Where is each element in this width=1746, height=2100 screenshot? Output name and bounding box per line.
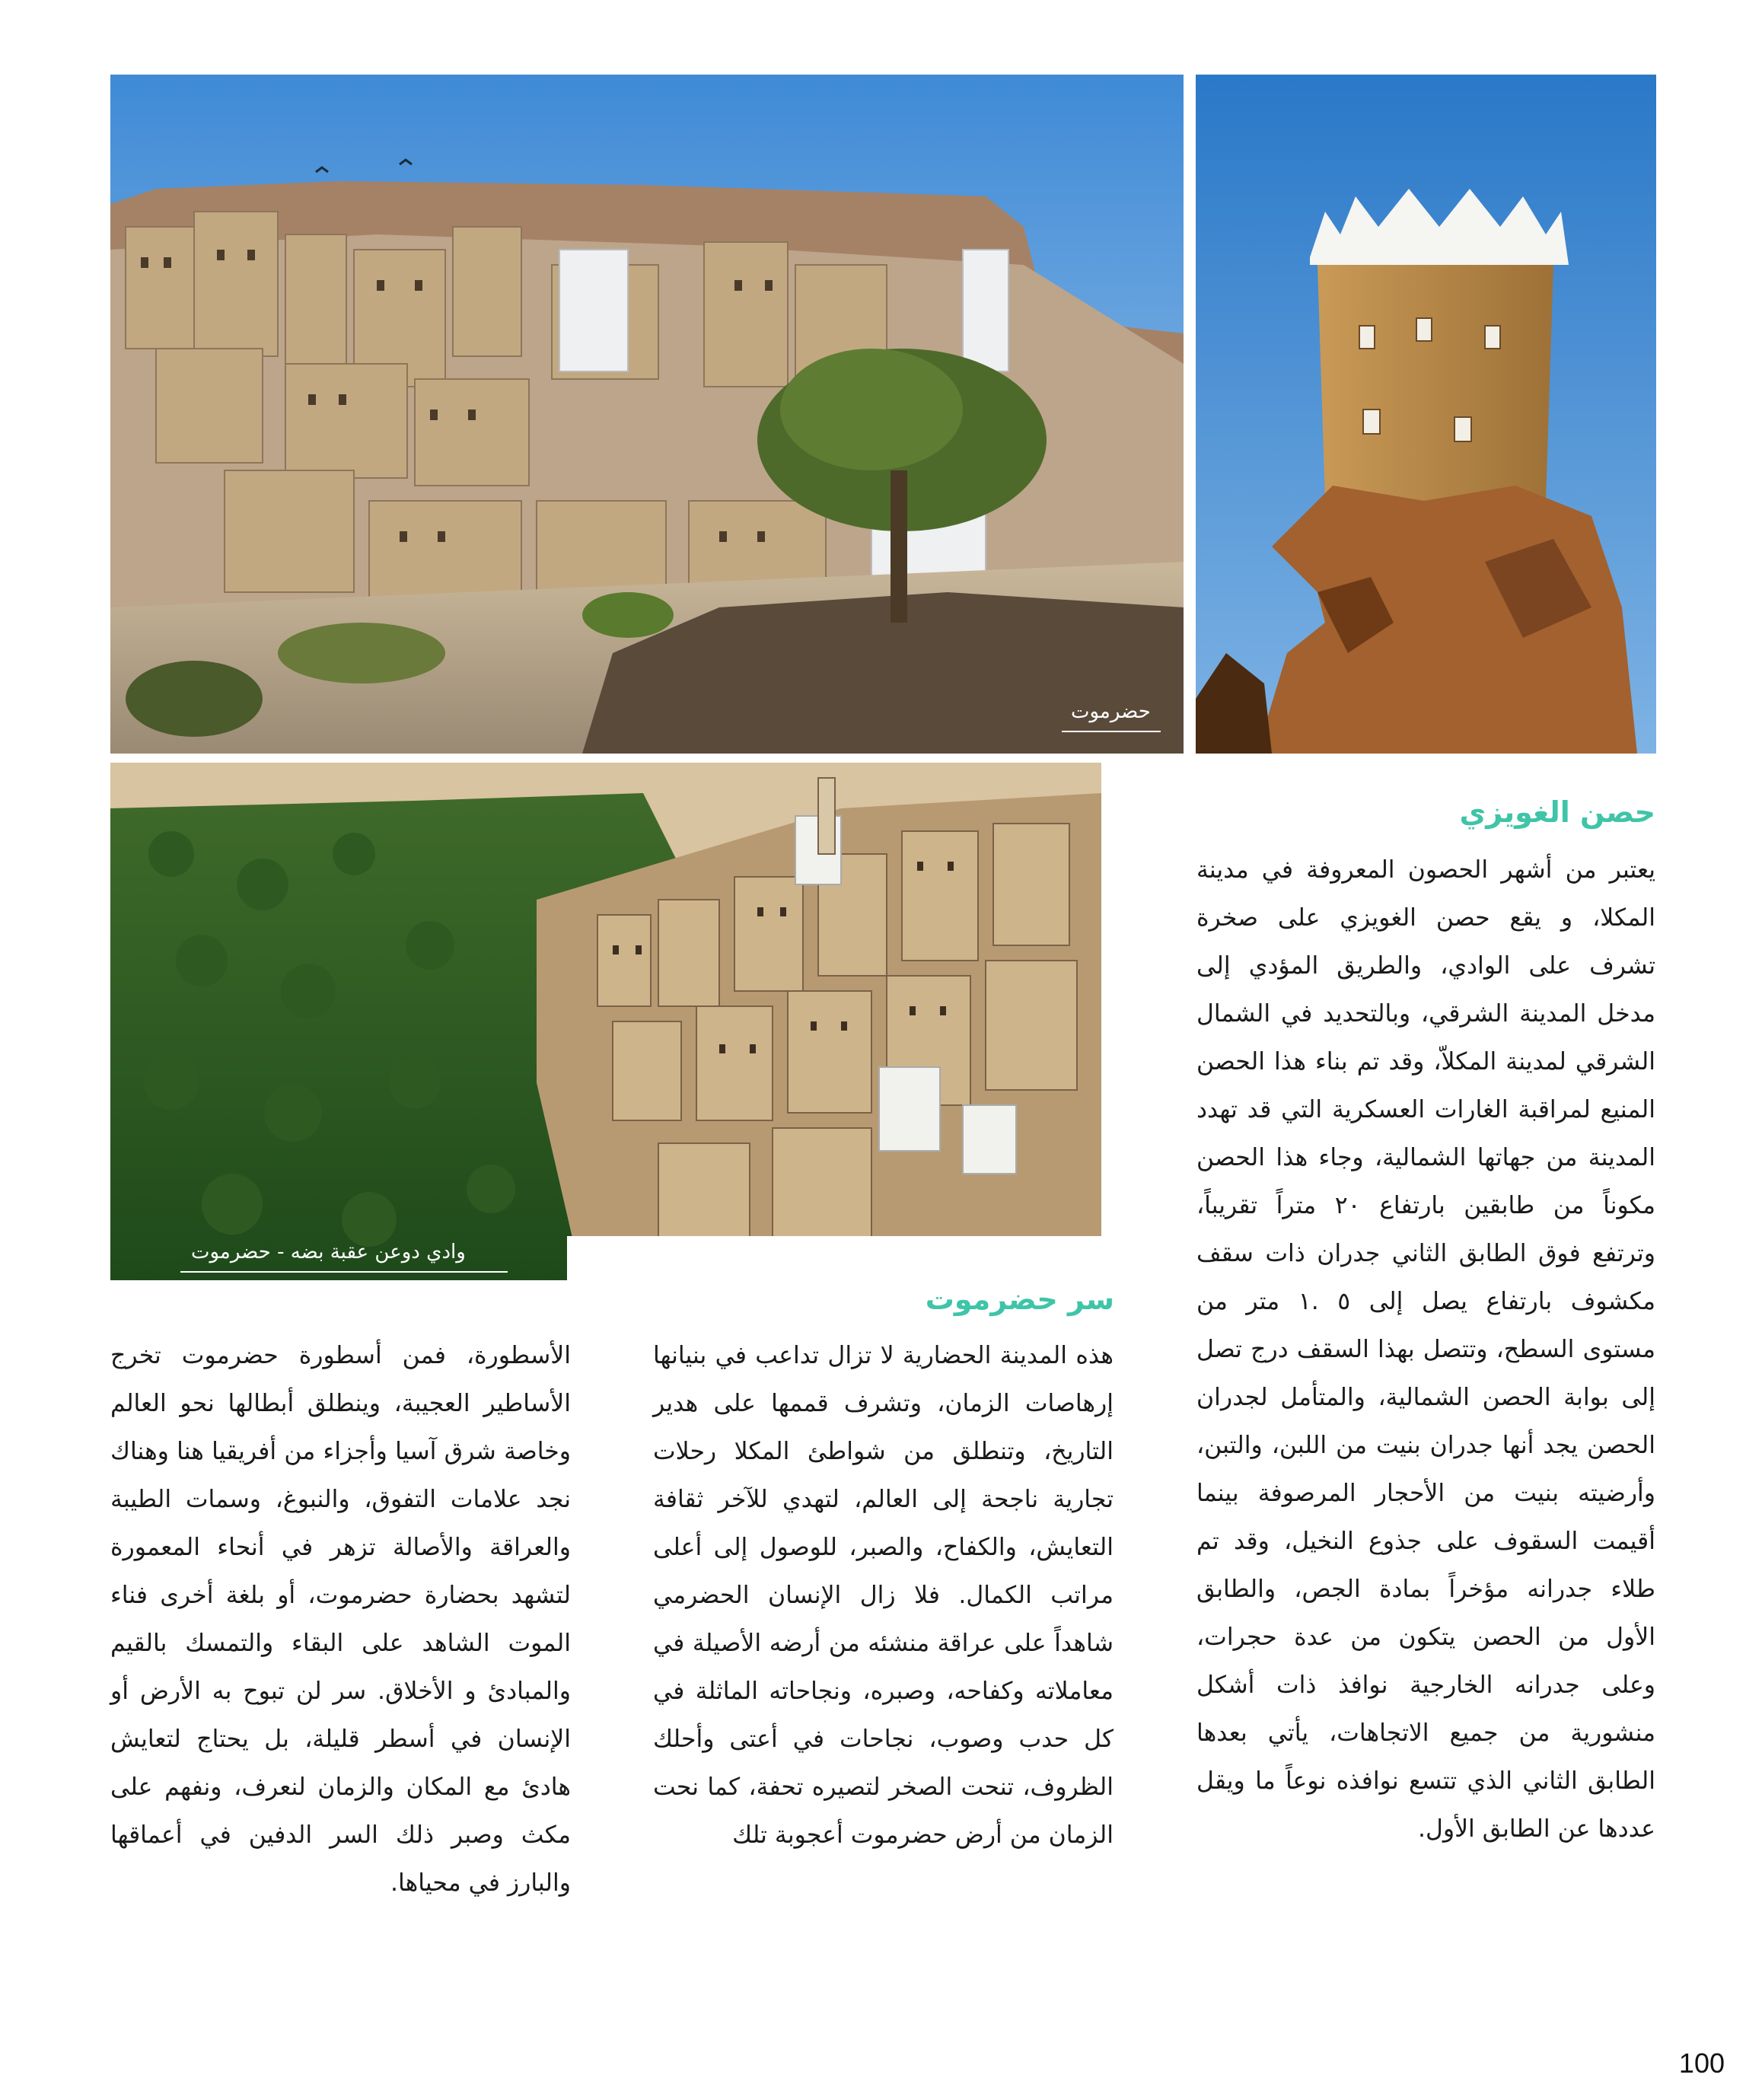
hadramout-photo-caption: حضرموت [1071,700,1151,723]
caption-underline [1062,731,1161,732]
ghuwaizi-fort-body: يعتبر من أشهر الحصون المعروفة في مدينة المكلا، و يقع حصن الغويزي على صخرة تشرف على الوادي، والطريق المؤدي إلى مدخل المدينة الشرقي، وبالتحديد في الشمال الشرقي لمدينة المكلاّ، وقد تم بناء هذا الحصن المنيع لمراقبة الغارات العسكرية التي قد تهدد المدينة من جهاتها الشمالية، وجاء هذا الحصن مكوناً من طابقين بارتفاع ٢٠ متراً تقريباً، وترتفع فوق الطابق الثاني جدران ذات سقف مكشوف بارتفاع يصل إلى ٥ .١ متر من مستوى السطح، وتتصل بهذا السقف درج تصل إلى بوابة الحصن الشمالية، والمتأمل لجدران الحصن يجد أنها جدران بنيت من اللبن، والتبن، وأرضيته بنيت من الأحجار المرصوفة بينما أقيمت السقوف على جذوع النخيل، وقد تم طلاء جدرانه مؤخراً بمادة الجص، والطابق الأول من الحصن يتكون من عدة حجرات، وعلى جدرانه الخارجية نوافذ ذات أشكل منشورية من جميع الاتجاهات، يأتي بعدها الطابق الثاني الذي تتسع نوافذه نوعاً ما ويقل عددها عن الطابق الأول. [1196,856,1656,1843]
secret-of-hadramout-body-col1: هذه المدينة الحضارية لا تزال تداعب في بنيانها إرهاصات الزمان، وتشرف قممها على هدير التاريخ، وتنطلق من شواطئ المكلا رحلات تجارية ناجحة إلى العالم، لتهدي للآخر ثقافة التعايش، والكفاح، والصبر، للوصول إلى أعلى مراتب الكمال. فلا زال الإنسان الحضرمي شاهداً على عراقة منشئه من أرضه الأصيلة في معاملاته وكفاحه، وصبره، ونجاحاته الماثلة في كل حدب وصوب، نجاحات في أعتى وأحلك الظروف، تنحت الصخر لتصيره تحفة، كما نحت الزمان من أرض حضرموت أعجوبة تلك [653,1342,1114,1849]
page-number: 100 [1678,2047,1725,2079]
hadramout-town-photo [110,75,1184,754]
wadi-dawan-photo [110,763,1101,1280]
secret-of-hadramout-heading: سر حضرموت [925,1283,1114,1316]
wadi-dawan-photo-caption: وادي دوعن عقبة بضه - حضرموت [191,1241,466,1264]
ghuwaizi-fort-photo [1196,75,1656,754]
secret-of-hadramout-body-col2: الأسطورة، فمن أسطورة حضرموت تخرج الأساطير العجيبة، وينطلق أبطالها نحو العالم وخاصة شرق آسيا وأجزاء من أفريقيا هنا وهناك نجد علامات التفوق، والنبوغ، وسمات الطيبة والعراقة والأصالة تزهر في أنحاء المعمورة لتشهد بحضارة حضرموت، أو بلغة أخرى فناء الموت الشاهد على البقاء والتمسك بالقيم والمبادئ و الأخلاق. سر لن تبوح به الأرض أو الإنسان في أسطر قليلة، بل يحتاج لتعايش هادئ مع المكان والزمان لنعرف، ونفهم على مكث وصبر ذلك السر الدفين في أعماقها والبارز في محياها. [110,1342,571,1897]
caption-underline [180,1271,508,1273]
ghuwaizi-fort-heading: حصن الغويزي [1459,795,1655,829]
